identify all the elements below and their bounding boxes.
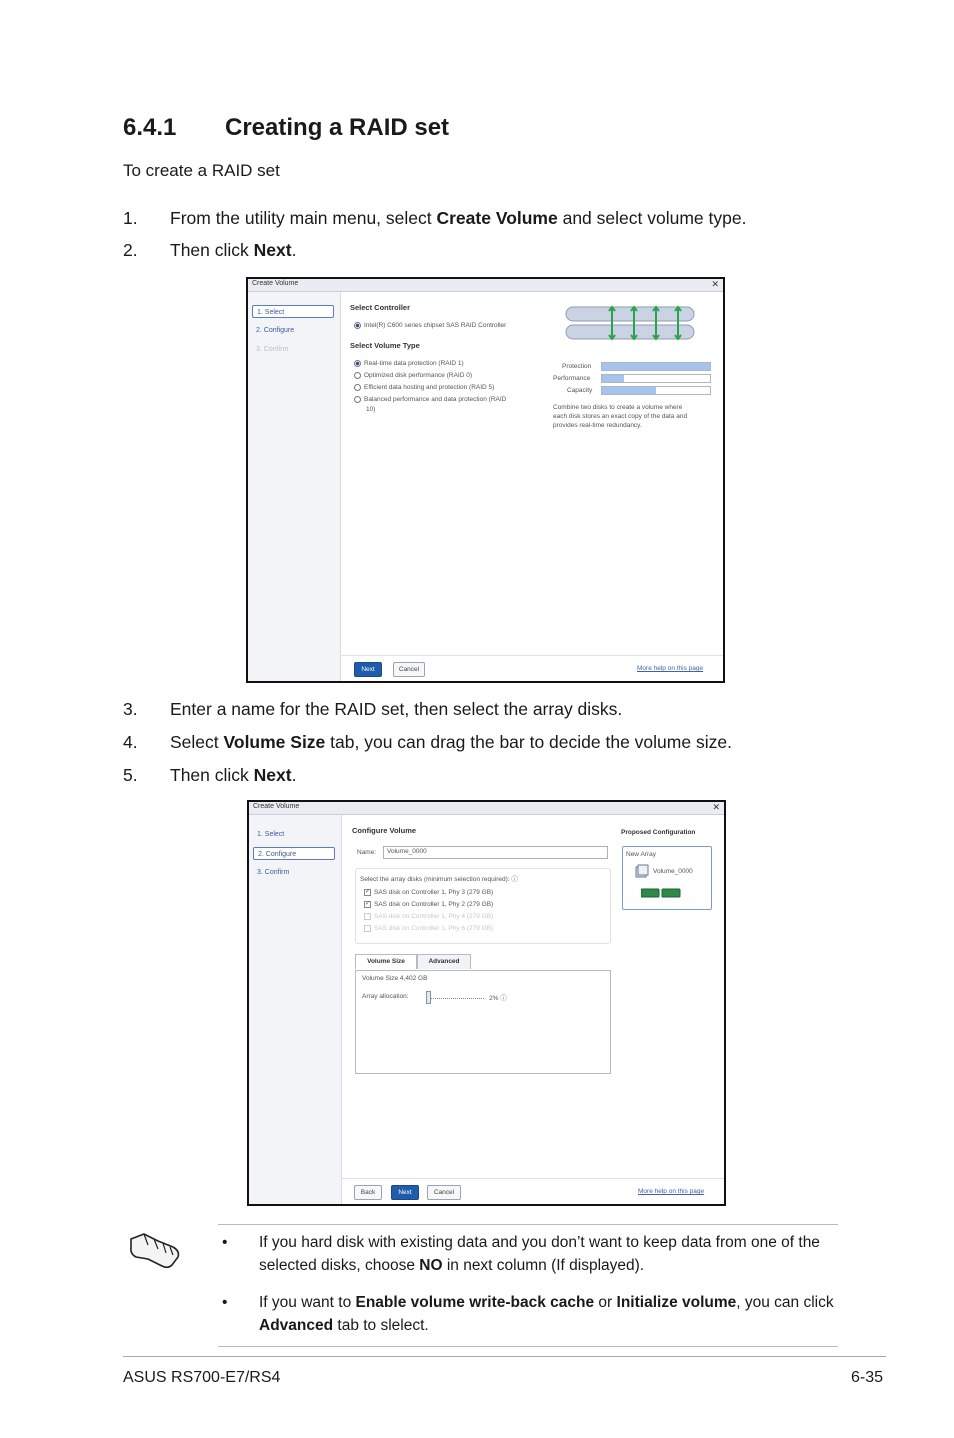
note-text-2 — [259, 1291, 842, 1337]
array-disks-group — [355, 868, 611, 944]
volume-type-label: Optimized disk performance (RAID 0) — [364, 372, 473, 380]
metric-protection-fill — [602, 363, 710, 370]
volume-type-label: Balanced performance and data protection (RAID — [364, 396, 507, 404]
cancel-button[interactable]: Cancel — [393, 662, 425, 677]
note-text: or — [594, 1294, 617, 1311]
volume-type-raid5[interactable] — [354, 384, 494, 391]
footer-rule — [123, 1356, 886, 1357]
radio-icon — [354, 322, 361, 329]
close-icon[interactable]: ✕ — [712, 802, 720, 812]
controller-option[interactable] — [354, 322, 506, 329]
radio-icon — [354, 372, 361, 379]
metric-capacity-label: Capacity — [567, 387, 593, 394]
step-3 — [123, 699, 622, 720]
nav-item-configure[interactable]: 2. Configure — [253, 847, 335, 860]
volume-size-text: Volume Size 4,402 GB — [362, 975, 428, 982]
section-title: Creating a RAID set — [225, 114, 450, 141]
tab-panel-volume-size — [355, 970, 611, 1074]
description-line: provides real-time redundancy. — [553, 422, 642, 429]
volume-type-raid0[interactable] — [354, 372, 472, 379]
checkbox-icon — [364, 913, 371, 920]
note-bold: NO — [419, 1257, 443, 1274]
name-label: Name: — [357, 849, 377, 856]
nav-item-select[interactable]: 1. Select — [252, 305, 334, 318]
metric-capacity-fill — [602, 387, 656, 394]
wizard-nav — [248, 292, 341, 681]
step-text: . — [291, 765, 297, 785]
proposed-volume-name: Volume_0000 — [653, 868, 693, 875]
step-bold: Next — [253, 240, 292, 260]
radio-icon — [354, 384, 361, 391]
array-disks-heading — [360, 874, 518, 883]
step-bold: Volume Size — [223, 732, 326, 752]
step-bold: Create Volume — [436, 208, 558, 228]
note-text: tab to slelect. — [333, 1317, 429, 1334]
nav-item-confirm: 3. Confirm — [256, 346, 289, 353]
disk-label: SAS disk on Controller 1, Phy 2 (279 GB) — [374, 901, 494, 909]
step-text: . — [291, 240, 297, 260]
array-disks-heading-text: Select the array disks (minimum selection required): — [360, 876, 510, 883]
cancel-button[interactable]: Cancel — [427, 1185, 461, 1200]
volume-type-raid1[interactable] — [354, 360, 464, 367]
dialog-titlebar — [248, 279, 723, 292]
metric-performance-bar — [601, 374, 711, 383]
note-top-rule — [218, 1224, 838, 1225]
volume-type-label: Real-time data protection (RAID 1) — [364, 360, 464, 368]
note-bottom-rule — [218, 1346, 838, 1347]
select-controller-heading: Select Controller — [350, 303, 411, 312]
step-number: 4. — [123, 732, 138, 752]
disk-label: SAS disk on Controller 1, Phy 3 (279 GB) — [374, 889, 494, 897]
allocation-slider-handle[interactable] — [426, 991, 431, 1004]
metric-performance-label: Performance — [553, 375, 591, 382]
step-number: 1. — [123, 208, 138, 228]
nav-item-confirm[interactable]: 3. Confirm — [257, 869, 290, 876]
disk-item-1[interactable] — [364, 889, 493, 896]
step-1 — [123, 208, 746, 229]
description-line: Combine two disks to create a volume where — [553, 404, 683, 411]
step-number: 5. — [123, 765, 138, 785]
intro-text: To create a RAID set — [123, 161, 280, 180]
disk-label: SAS disk on Controller 1, Phy 6 (279 GB) — [374, 925, 494, 933]
metric-capacity-bar — [601, 386, 711, 395]
step-number: 3. — [123, 699, 138, 719]
help-link[interactable]: More help on this page — [638, 1188, 705, 1195]
note-text: , you can click — [736, 1294, 834, 1311]
dialog-footer — [341, 1178, 724, 1179]
note-text: If you hard disk with existing data and you don’t want to keep data from one of the selected disks, choose — [259, 1234, 820, 1274]
note-text: If you want to — [259, 1294, 356, 1311]
raid-disks-illustration — [560, 301, 702, 347]
allocation-value — [489, 993, 507, 1002]
note-bold: Initialize volume — [616, 1294, 737, 1311]
configure-volume-heading: Configure Volume — [352, 826, 417, 835]
section-number: 6.4.1 — [123, 114, 177, 141]
checkbox-checked-icon: ✓ — [365, 901, 371, 907]
select-volume-type-heading: Select Volume Type — [350, 341, 420, 350]
note-bold: Enable volume write-back cache — [355, 1294, 595, 1311]
step-4 — [123, 732, 732, 753]
create-volume-dialog-configure — [247, 800, 726, 1206]
radio-icon — [354, 396, 361, 403]
description-line: each disk stores an exact copy of the data and — [553, 413, 688, 420]
create-volume-dialog-select — [246, 277, 725, 683]
step-bold: Next — [253, 765, 292, 785]
array-allocation-label: Array allocation: — [362, 993, 409, 1000]
proposed-configuration-heading: Proposed Configuration — [621, 829, 696, 836]
step-text: and select volume type. — [557, 208, 747, 228]
volume-icon — [635, 864, 649, 878]
disk-item-2[interactable] — [364, 901, 493, 908]
help-icon[interactable]: ⓘ — [511, 876, 518, 883]
help-icon[interactable]: ⓘ — [500, 995, 507, 1002]
help-link[interactable]: More help on this page — [637, 665, 704, 672]
close-icon[interactable]: ✕ — [711, 279, 719, 289]
wizard-nav — [249, 815, 342, 1204]
hand-note-icon — [128, 1229, 184, 1271]
dialog-title: Create Volume — [253, 803, 300, 810]
disk-pair-icon — [641, 888, 681, 898]
metric-protection-bar — [601, 362, 711, 371]
metric-performance-fill — [602, 375, 624, 382]
step-2 — [123, 240, 296, 261]
note-text-1 — [259, 1231, 842, 1277]
nav-item-select[interactable]: 1. Select — [257, 831, 285, 838]
nav-item-configure[interactable]: 2. Configure — [256, 327, 295, 334]
step-text: Then click — [170, 240, 254, 260]
tab-volume-size[interactable]: Volume Size — [355, 954, 417, 969]
disk-item-4[interactable] — [364, 925, 493, 932]
disk-label: SAS disk on Controller 1, Phy 4 (279 GB) — [374, 913, 494, 921]
disk-item-3[interactable] — [364, 913, 493, 920]
volume-name-value: Volume_0000 — [387, 848, 427, 855]
footer-product: ASUS RS700-E7/RS4 — [123, 1369, 281, 1386]
checkbox-icon — [364, 925, 371, 932]
step-5 — [123, 765, 296, 786]
bullet: • — [222, 1294, 228, 1311]
footer-page-number: 6-35 — [851, 1369, 884, 1386]
section-heading — [123, 114, 449, 142]
next-button[interactable]: Next — [391, 1185, 419, 1200]
dialog-title: Create Volume — [252, 280, 299, 287]
note-item-1 — [222, 1231, 842, 1277]
volume-type-raid10[interactable] — [354, 396, 506, 403]
note-item-2 — [222, 1291, 842, 1337]
next-button[interactable]: Next — [354, 662, 382, 677]
step-text: Enter a name for the RAID set, then select the array disks. — [170, 699, 623, 719]
step-text: Then click — [170, 765, 254, 785]
radio-icon — [354, 360, 361, 367]
allocation-percent: 2% — [489, 995, 499, 1002]
tab-advanced[interactable]: Advanced — [417, 954, 471, 969]
back-button[interactable]: Back — [354, 1185, 382, 1200]
bullet: • — [222, 1234, 228, 1251]
allocation-slider-track[interactable] — [426, 998, 484, 1000]
note-bold: Advanced — [259, 1317, 334, 1334]
note-text: in next column (If displayed). — [442, 1257, 645, 1274]
dialog-footer — [340, 655, 723, 656]
volume-type-label: Efficient data hosting and protection (RAID 5) — [364, 384, 495, 392]
dialog-titlebar — [249, 802, 724, 815]
volume-name-input[interactable] — [383, 846, 608, 859]
new-array-card — [622, 846, 712, 910]
controller-option-label: Intel(R) C600 series chipset SAS RAID Controller — [364, 322, 507, 330]
checkbox-checked-icon: ✓ — [365, 889, 371, 895]
step-number: 2. — [123, 240, 138, 260]
step-text: Select — [170, 732, 224, 752]
new-array-label: New Array — [626, 851, 656, 858]
volume-type-raid10-cont: 10) — [366, 406, 376, 413]
step-text: tab, you can drag the bar to decide the volume size. — [325, 732, 732, 752]
metric-protection-label: Protection — [562, 363, 592, 370]
step-text: From the utility main menu, select — [170, 208, 437, 228]
